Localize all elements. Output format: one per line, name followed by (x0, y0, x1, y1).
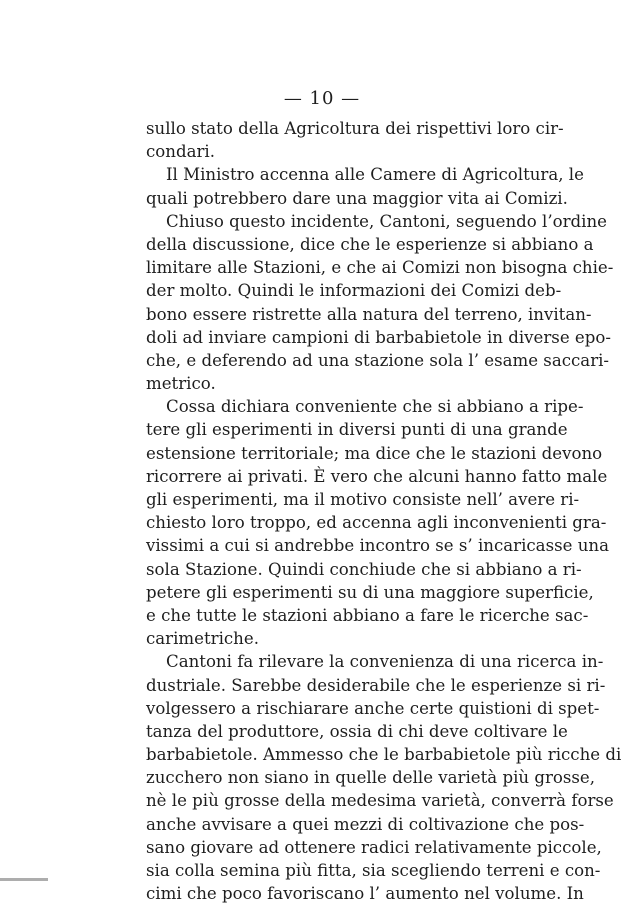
text-line: gli esperimenti, ma il motivo consiste nell’ avere ri- (146, 490, 580, 509)
text-line: bono essere ristrette alla natura del terreno, invitan- (146, 304, 592, 324)
text-line: limitare alle Stazioni, e che ai Comizi non bisogna chie- (146, 258, 614, 278)
text-line: doli ad inviare campioni di barbabietole in diverse epo- (146, 327, 611, 347)
text-line: metrico. (146, 374, 216, 394)
text-line: sia colla semina più fitta, sia scegliendo terreni e con- (146, 861, 601, 880)
text-line: petere gli esperimenti su di una maggiore superficie, (146, 582, 594, 602)
text-line: estensione territoriale; ma dice che le stazioni devono (146, 443, 603, 463)
scan-edge-mark (0, 878, 48, 881)
text-line: anche avvisare a quei mezzi di coltivazione che pos- (146, 814, 585, 834)
text-line: quali potrebbero dare una maggior vita ai Comizi. (146, 188, 568, 208)
text-line: tere gli esperimenti in diversi punti di una grande (146, 420, 568, 440)
text-line: barbabietole. Ammesso che le barbabietole più ricche di (146, 745, 622, 765)
text-line: sano giovare ad ottenere radici relativamente piccole, (146, 837, 602, 857)
text-line: ricorrere ai privati. È vero che alcuni hanno fatto male (146, 466, 608, 486)
text-line: der molto. Quindi le informazioni dei Comizi deb- (146, 281, 562, 301)
text-line: della discussione, dice che le esperienze si abbiano a (146, 234, 594, 254)
text-line: volgessero a rischiarare anche certe quistioni di spet- (146, 698, 600, 718)
text-line: Chiuso questo incidente, Cantoni, seguendo l’ordine (166, 211, 607, 231)
text-line: sullo stato della Agricoltura dei rispettivi loro cir- (146, 119, 564, 138)
text-line: Il Ministro accenna alle Camere di Agricoltura, le (166, 165, 584, 185)
text-line: cimi che poco favoriscano l’ aumento nel volume. In (146, 884, 584, 904)
text-line: sola Stazione. Quindi conchiude che si abbiano a ri- (146, 559, 582, 579)
text-line: Cantoni fa rilevare la convenienza di una ricerca in- (166, 652, 604, 672)
text-line: carimetriche. (146, 629, 259, 649)
text-line: dustriale. Sarebbe desiderabile che le esperienze si ri- (146, 675, 606, 695)
text-line: condari. (146, 142, 216, 162)
page-number: — 10 — (283, 88, 361, 109)
text-line: tanza del produttore, ossia di chi deve coltivare le (146, 721, 568, 741)
body-text (146, 117, 622, 905)
text-line: zucchero non siano in quelle delle varietà più grosse, (146, 768, 596, 788)
text-line: vissimi a cui si andrebbe incontro se s’ incaricasse una (146, 536, 609, 556)
text-line: che, e deferendo ad una stazione sola l’ esame saccari- (146, 350, 610, 370)
text-line: e che tutte le stazioni abbiano a fare le ricerche sac- (146, 605, 589, 625)
text-line: nè le più grosse della medesima varietà, converrà forse (146, 791, 614, 811)
text-line: chiesto loro troppo, ed accenna agli inconvenienti gra- (146, 513, 607, 533)
text-line: Cossa dichiara conveniente che si abbiano a ripe- (166, 397, 584, 417)
